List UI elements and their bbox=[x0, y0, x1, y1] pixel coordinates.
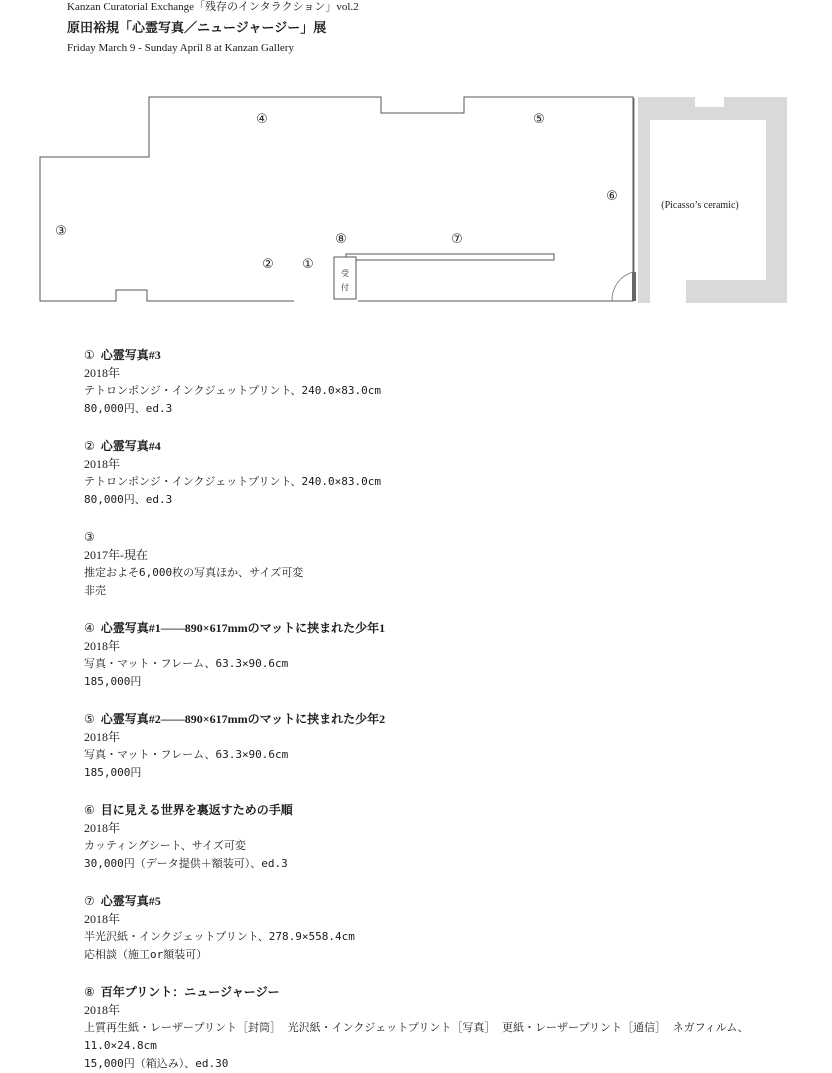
work-price: 80,000円、ed.3 bbox=[84, 493, 173, 506]
marker-6: ⑥ bbox=[606, 189, 618, 204]
work-title bbox=[84, 619, 385, 637]
work-price: 80,000円、ed.3 bbox=[84, 402, 173, 415]
work-item bbox=[84, 437, 381, 509]
work-medium: 推定およそ6,000枚の写真ほか、サイズ可変 bbox=[84, 566, 304, 579]
work-price: 応相談（施工or額装可） bbox=[84, 948, 208, 961]
work-price: 非売 bbox=[84, 584, 106, 597]
reception-desk bbox=[334, 257, 356, 299]
work-year: 2018年 bbox=[84, 1003, 121, 1017]
work-medium: テトロンポンジ・インクジェットプリント、240.0×83.0cm bbox=[84, 475, 381, 488]
marker-1: ① bbox=[302, 257, 314, 272]
series-title: Kanzan Curatorial Exchange「残存のインタラクション」vol.2 bbox=[67, 1, 359, 13]
work-title bbox=[84, 983, 764, 1001]
work-title bbox=[84, 346, 381, 364]
work-title bbox=[84, 528, 303, 546]
annex-opening bbox=[650, 278, 686, 303]
work-item bbox=[84, 710, 385, 782]
work-title-text: 心霊写真#5 bbox=[100, 894, 161, 908]
work-title-text: 心霊写真#4 bbox=[100, 439, 161, 453]
work-title-text: 百年プリント：ニュージャージー bbox=[100, 985, 280, 999]
work-medium: カッティングシート、サイズ可変 bbox=[84, 839, 246, 852]
work-year: 2017年-現在 bbox=[84, 548, 148, 562]
work-number: ⑦ bbox=[84, 894, 95, 908]
marker-4: ④ bbox=[256, 112, 268, 127]
work-item bbox=[84, 346, 381, 418]
marker-7: ⑦ bbox=[451, 232, 463, 247]
floor-plan bbox=[0, 90, 832, 310]
work-number: ④ bbox=[84, 621, 95, 635]
reception-label-bottom: 付 bbox=[341, 283, 349, 292]
work-number: ② bbox=[84, 439, 95, 453]
work-medium: 半光沢紙・インクジェットプリント、278.9×558.4cm bbox=[84, 930, 355, 943]
work-year: 2018年 bbox=[84, 912, 121, 926]
work-item bbox=[84, 528, 303, 600]
marker-5: ⑤ bbox=[533, 112, 545, 127]
work-year: 2018年 bbox=[84, 821, 121, 835]
marker-8: ⑧ bbox=[335, 232, 347, 247]
work-title-text: 心霊写真#3 bbox=[100, 348, 161, 362]
work-title bbox=[84, 801, 293, 819]
partition-wall bbox=[346, 254, 554, 260]
work-price: 185,000円 bbox=[84, 675, 142, 688]
work-medium: 写真・マット・フレーム、63.3×90.6cm bbox=[84, 657, 289, 670]
work-item bbox=[84, 983, 764, 1073]
work-title-text: 心霊写真#2——890×617mmのマットに挟まれた少年2 bbox=[100, 712, 386, 726]
work-medium: 上質再生紙・レーザープリント［封筒］ 光沢紙・インクジェットプリント［写真］ 更紙・レーザープリント［通信］ ネガフィルム、11.0×24.8cm bbox=[84, 1021, 749, 1052]
work-price: 185,000円 bbox=[84, 766, 142, 779]
work-year: 2018年 bbox=[84, 366, 121, 380]
door-swing bbox=[612, 272, 633, 301]
work-year: 2018年 bbox=[84, 730, 121, 744]
work-number: ⑥ bbox=[84, 803, 95, 817]
exhibition-header bbox=[67, 0, 359, 55]
exhibition-dates: Friday March 9 - Sunday April 8 at Kanzan Gallery bbox=[67, 42, 294, 54]
work-title bbox=[84, 710, 385, 728]
work-title bbox=[84, 437, 381, 455]
work-price: 30,000円（データ提供＋額装可）、ed.3 bbox=[84, 857, 288, 870]
work-year: 2018年 bbox=[84, 639, 121, 653]
work-medium: テトロンポンジ・インクジェットプリント、240.0×83.0cm bbox=[84, 384, 381, 397]
reception-label-top: 受 bbox=[341, 269, 349, 278]
work-title-text: 心霊写真#1——890×617mmのマットに挟まれた少年1 bbox=[100, 621, 386, 635]
work-year: 2018年 bbox=[84, 457, 121, 471]
work-item bbox=[84, 892, 355, 964]
marker-3: ③ bbox=[55, 224, 67, 239]
work-title bbox=[84, 892, 355, 910]
work-number: ⑤ bbox=[84, 712, 95, 726]
work-number: ① bbox=[84, 348, 95, 362]
work-number: ⑧ bbox=[84, 985, 95, 999]
work-item bbox=[84, 619, 385, 691]
annex-notch bbox=[695, 97, 724, 107]
work-item bbox=[84, 801, 293, 873]
exhibition-title: 原田裕規「心霊写真／ニュージャージー」展 bbox=[67, 20, 327, 35]
work-price: 15,000円（箱込み）、ed.30 bbox=[84, 1057, 229, 1070]
work-number: ③ bbox=[84, 530, 95, 544]
work-medium: 写真・マット・フレーム、63.3×90.6cm bbox=[84, 748, 289, 761]
door-panel bbox=[632, 272, 636, 301]
annex-label: (Picasso’s ceramic) bbox=[661, 200, 739, 211]
work-title-text: 目に見える世界を裏返すための手順 bbox=[100, 803, 293, 817]
marker-2: ② bbox=[262, 257, 274, 272]
